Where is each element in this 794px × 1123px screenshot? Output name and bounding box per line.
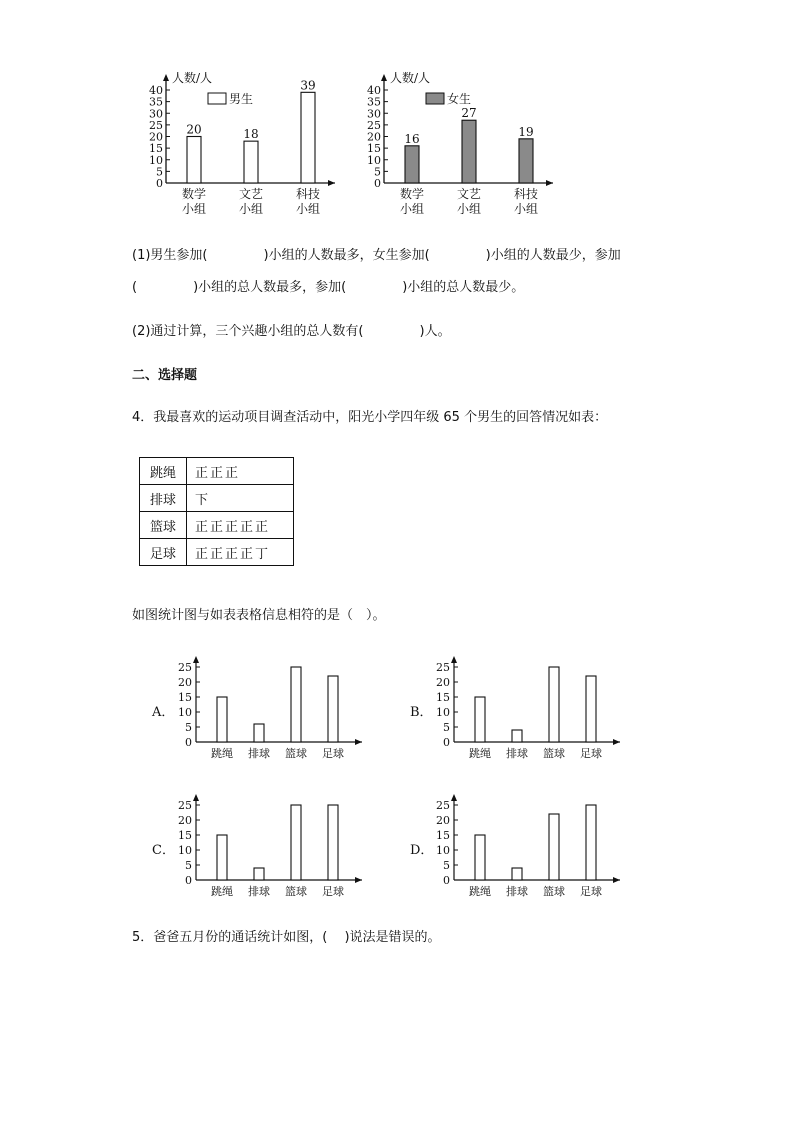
- y-tick-label: 0: [156, 177, 163, 190]
- y-axis-arrow: [451, 656, 457, 663]
- y-tick-label: 15: [178, 691, 192, 704]
- y-tick-label: 35: [367, 95, 381, 109]
- y-tick-label: 40: [367, 84, 381, 97]
- bar-value-label: 39: [300, 78, 316, 93]
- x-category-label: 科技: [295, 187, 321, 201]
- option-c-chart[interactable]: [170, 793, 370, 908]
- table-cell-tally: 正正正正正: [187, 512, 294, 539]
- x-category-label: 排球: [506, 747, 528, 760]
- x-category-label: 小组: [456, 202, 482, 216]
- y-tick-label: 15: [149, 142, 163, 156]
- y-tick-label: 15: [436, 829, 450, 842]
- y-tick-label: 30: [367, 107, 381, 121]
- bar-value-label: 18: [243, 127, 259, 142]
- bar: [217, 697, 227, 742]
- option-d-label[interactable]: D．: [410, 843, 434, 858]
- x-category-label: 跳绳: [469, 747, 491, 760]
- bar: [586, 805, 596, 880]
- y-tick-label: 10: [367, 153, 381, 167]
- y-tick-label: 25: [436, 799, 450, 812]
- table-cell-tally: 正正正正丁: [187, 539, 294, 566]
- bar: [475, 835, 485, 880]
- y-tick-label: 25: [178, 661, 192, 674]
- y-tick-label: 25: [178, 799, 192, 812]
- x-category-label: 数学: [181, 187, 207, 201]
- option-b-chart[interactable]: [428, 655, 628, 770]
- q3-line-1: [132, 248, 621, 264]
- x-category-label: 足球: [322, 885, 344, 898]
- legend-swatch: [426, 93, 444, 104]
- x-category-label: 跳绳: [469, 885, 491, 898]
- x-category-label: 跳绳: [211, 747, 233, 760]
- y-axis-arrow: [193, 656, 199, 663]
- bar: [549, 814, 559, 880]
- q3-text: (2)通过计算，三个兴趣小组的总人数有(: [132, 324, 364, 339]
- x-category-label: 小组: [399, 202, 425, 216]
- legend-label: 女生: [447, 92, 472, 106]
- y-tick-label: 10: [149, 153, 163, 167]
- bar: [512, 868, 522, 880]
- bar: [187, 137, 201, 184]
- option-a-label[interactable]: A．: [152, 705, 175, 720]
- y-tick-label: 5: [374, 165, 381, 179]
- y-tick-label: 0: [185, 736, 192, 749]
- y-axis-arrow: [381, 74, 387, 81]
- y-tick-label: 0: [374, 177, 381, 190]
- x-axis-arrow: [546, 180, 553, 186]
- q3-text: )小组的总人数最少。: [402, 280, 525, 295]
- x-category-label: 篮球: [285, 885, 307, 898]
- y-tick-label: 20: [178, 676, 192, 689]
- bar: [217, 835, 227, 880]
- tally-table: [139, 457, 294, 566]
- bar: [254, 724, 264, 742]
- y-tick-label: 20: [436, 814, 450, 827]
- y-tick-label: 0: [443, 736, 450, 749]
- table-row: [140, 539, 294, 566]
- bar-value-label: 27: [461, 106, 477, 121]
- y-tick-label: 25: [367, 118, 381, 132]
- bar: [512, 730, 522, 742]
- x-category-label: 足球: [580, 885, 602, 898]
- legend-swatch: [208, 93, 226, 104]
- bar: [301, 92, 315, 183]
- y-tick-label: 30: [149, 107, 163, 121]
- option-c-label[interactable]: C．: [152, 843, 175, 858]
- y-tick-label: 10: [436, 706, 450, 719]
- y-tick-label: 15: [367, 142, 381, 156]
- bar-value-label: 19: [518, 124, 534, 139]
- bar: [405, 146, 419, 183]
- q3-line-2: [132, 280, 524, 296]
- q4-question: 如图统计图与如表表格信息相符的是（ ）。: [132, 608, 386, 623]
- table-row: [140, 512, 294, 539]
- option-d-chart[interactable]: [428, 793, 628, 908]
- table-cell-sport: 跳绳: [140, 458, 187, 485]
- y-axis-arrow: [193, 794, 199, 801]
- y-tick-label: 25: [436, 661, 450, 674]
- q3-text: (1)男生参加(: [132, 248, 208, 263]
- y-tick-label: 40: [149, 84, 163, 97]
- y-axis-label: 人数/人: [390, 71, 431, 85]
- x-category-label: 小组: [181, 202, 207, 216]
- y-tick-label: 10: [178, 844, 192, 857]
- y-tick-label: 15: [178, 829, 192, 842]
- bar-value-label: 16: [404, 131, 420, 146]
- q3-text: )小组的总人数最多，参加(: [193, 280, 347, 295]
- bar: [462, 120, 476, 183]
- x-category-label: 足球: [580, 747, 602, 760]
- table-cell-tally: 下: [187, 485, 294, 512]
- y-tick-label: 5: [185, 721, 192, 734]
- y-tick-label: 25: [149, 118, 163, 132]
- y-tick-label: 5: [443, 721, 450, 734]
- x-category-label: 文艺: [456, 187, 482, 201]
- x-category-label: 科技: [513, 187, 539, 201]
- y-axis-label: 人数/人: [172, 71, 213, 85]
- x-axis-arrow: [328, 180, 335, 186]
- x-category-label: 小组: [238, 202, 264, 216]
- girls-bar-chart: [358, 70, 568, 220]
- bar: [475, 697, 485, 742]
- x-category-label: 排球: [248, 885, 270, 898]
- y-tick-label: 5: [185, 859, 192, 872]
- q5-stem: 5．爸爸五月份的通话统计如图，( )说法是错误的。: [132, 930, 441, 945]
- section-heading: 二、选择题: [132, 368, 198, 383]
- x-category-label: 排球: [506, 885, 528, 898]
- bar: [328, 676, 338, 742]
- boys-bar-chart: [140, 70, 350, 220]
- bar-value-label: 20: [186, 122, 202, 137]
- bar: [519, 139, 533, 183]
- table-cell-sport: 排球: [140, 485, 187, 512]
- x-category-label: 跳绳: [211, 885, 233, 898]
- x-category-label: 数学: [399, 187, 425, 201]
- y-axis-arrow: [451, 794, 457, 801]
- q3-text: )人。: [419, 324, 451, 339]
- bar: [244, 141, 258, 183]
- x-category-label: 篮球: [543, 747, 565, 760]
- x-axis-arrow: [355, 877, 362, 883]
- bar: [291, 805, 301, 880]
- y-tick-label: 0: [443, 874, 450, 887]
- y-tick-label: 20: [178, 814, 192, 827]
- y-tick-label: 10: [436, 844, 450, 857]
- bar: [586, 676, 596, 742]
- table-cell-sport: 篮球: [140, 512, 187, 539]
- bar: [328, 805, 338, 880]
- y-tick-label: 10: [178, 706, 192, 719]
- q3-text: (: [132, 280, 138, 295]
- x-category-label: 小组: [295, 202, 321, 216]
- bar: [254, 868, 264, 880]
- y-tick-label: 15: [436, 691, 450, 704]
- y-tick-label: 20: [436, 676, 450, 689]
- x-axis-arrow: [613, 739, 620, 745]
- option-a-chart[interactable]: [170, 655, 370, 770]
- x-category-label: 足球: [322, 747, 344, 760]
- x-category-label: 小组: [513, 202, 539, 216]
- q3-text: )小组的人数最少，参加: [485, 248, 621, 263]
- option-b-label[interactable]: B．: [410, 705, 433, 720]
- x-axis-arrow: [613, 877, 620, 883]
- y-tick-label: 5: [443, 859, 450, 872]
- q3-text: )小组的人数最多，女生参加(: [263, 248, 430, 263]
- x-axis-arrow: [355, 739, 362, 745]
- y-tick-label: 5: [156, 165, 163, 179]
- x-category-label: 排球: [248, 747, 270, 760]
- q4-stem: 4．我最喜欢的运动项目调查活动中，阳光小学四年级 65 个男生的回答情况如表：: [132, 410, 608, 425]
- table-row: [140, 485, 294, 512]
- y-tick-label: 20: [367, 130, 381, 144]
- x-category-label: 篮球: [285, 747, 307, 760]
- y-axis-arrow: [163, 74, 169, 81]
- table-row: [140, 458, 294, 485]
- table-cell-tally: 正正正: [187, 458, 294, 485]
- legend-label: 男生: [229, 92, 254, 106]
- y-tick-label: 0: [185, 874, 192, 887]
- y-tick-label: 20: [149, 130, 163, 144]
- y-tick-label: 35: [149, 95, 163, 109]
- table-cell-sport: 足球: [140, 539, 187, 566]
- x-category-label: 篮球: [543, 885, 565, 898]
- bar: [291, 667, 301, 742]
- q3-line-3: [132, 324, 451, 340]
- bar: [549, 667, 559, 742]
- x-category-label: 文艺: [238, 187, 264, 201]
